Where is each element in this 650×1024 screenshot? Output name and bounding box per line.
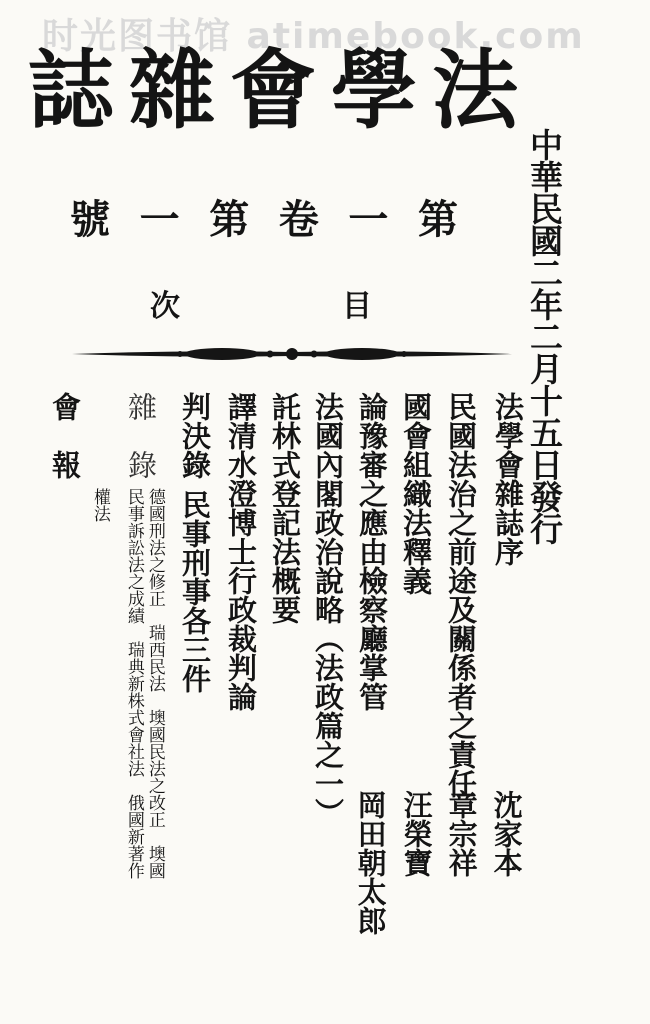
toc-entry-article5: 託林式登記法概要 — [268, 392, 302, 624]
issue-char: 卷 — [278, 196, 319, 243]
title-char: 學 — [331, 40, 417, 141]
toc-entry-judgments-body: 民事刑事各三件 — [178, 490, 212, 693]
publication-date: 中華民國二年二月十五日發行 — [525, 128, 564, 544]
issue-char: 第 — [209, 196, 250, 243]
toc-entry-preface: 法學會雜誌序 — [491, 392, 525, 566]
toc-entry-article4: 法國內閣政治說略（法政篇之一） — [311, 392, 345, 827]
contents-char: 次 — [150, 289, 180, 324]
issue-char: 一 — [348, 196, 389, 243]
toc-author-preface: 沈家本 — [489, 790, 524, 877]
contents-char: 目 — [342, 289, 372, 324]
title-char: 會 — [230, 40, 316, 141]
title-char: 誌 — [28, 40, 114, 141]
magazine-title — [28, 40, 518, 141]
title-char: 法 — [432, 40, 518, 141]
ornamental-divider — [72, 341, 512, 367]
issue-char: 第 — [417, 196, 458, 243]
toc-entry-article1: 民國法治之前途及關係者之責任 — [444, 392, 478, 798]
title-char: 雜 — [129, 40, 215, 141]
toc-entry-article2: 國會組織法釋義 — [399, 392, 433, 595]
toc-entry-misc-head: 雜 錄 — [124, 392, 158, 479]
issue-char: 號 — [70, 196, 110, 243]
toc-entry-judgments-head: 判決錄 — [178, 392, 212, 479]
toc-entry-report: 會 報 — [48, 392, 82, 479]
toc-author-article2: 汪榮寶 — [399, 790, 434, 877]
toc-entry-article6: 譯清水澄博士行政裁判論 — [224, 392, 258, 711]
toc-misc-line3: 權法 — [89, 488, 110, 522]
toc-misc-line1: 德國刑法之修正 瑞西民法 墺國民法之改正 墺國 — [144, 488, 165, 879]
issue-number — [70, 196, 458, 243]
watermark: 时光图书馆 atimebook.com — [42, 16, 585, 57]
toc-entry-article3: 論豫審之應由檢察廳掌管 — [355, 392, 389, 711]
toc-author-article1: 章宗祥 — [444, 790, 479, 877]
toc-misc-line2: 民事訴訟法之成績 瑞典新株式會社法 俄國新著作 — [123, 488, 144, 879]
contents-heading — [150, 289, 372, 324]
issue-char: 一 — [139, 196, 180, 243]
toc-author-article3: 岡田朝太郎 — [353, 790, 388, 935]
